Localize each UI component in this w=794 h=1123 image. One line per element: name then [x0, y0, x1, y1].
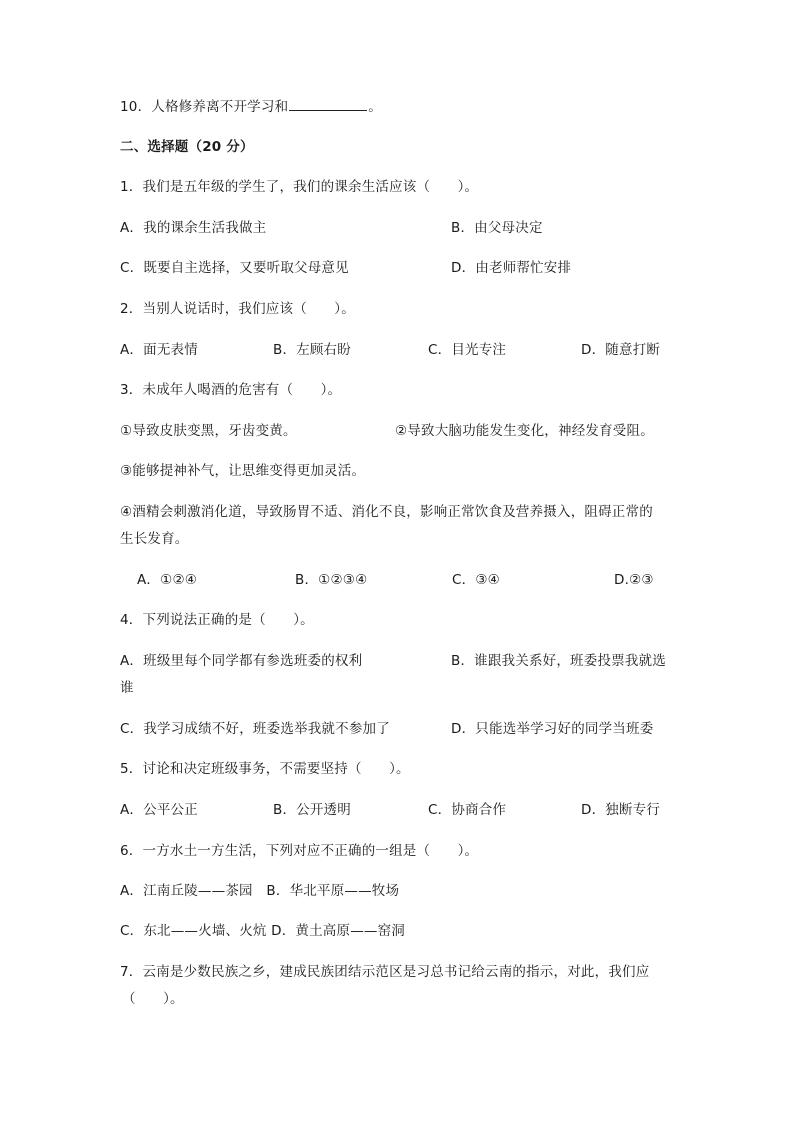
q6-options-ab[interactable]: A．江南丘陵——茶园 B．华北平原——牧场 [120, 883, 400, 899]
q5-option-a[interactable]: A．公平公正 [120, 802, 198, 818]
q3-statement-3: ③能够提神补气，让思维变得更加灵活。 [120, 463, 366, 479]
q1-option-b[interactable]: B．由父母决定 [451, 220, 543, 236]
q3-option-a[interactable]: A．①②④ [137, 572, 198, 588]
q5-option-d[interactable]: D．独断专行 [581, 802, 661, 818]
q6-options-cd[interactable]: C．东北——火墙、火炕 D．黄土高原——窑洞 [120, 923, 406, 939]
answer-blank[interactable] [289, 97, 367, 111]
question-7-stem-cont: （ ）。 [122, 991, 184, 1007]
q1-option-d[interactable]: D．由老师帮忙安排 [451, 260, 572, 276]
q4-option-d[interactable]: D．只能选举学习好的同学当班委 [451, 721, 654, 737]
question-10 [120, 97, 382, 116]
question-1-stem: 1．我们是五年级的学生了，我们的课余生活应该（ ）。 [120, 179, 479, 195]
q1-option-c[interactable]: C．既要自主选择，又要听取父母意见 [120, 260, 349, 276]
q4-option-c[interactable]: C．我学习成绩不好，班委选举我就不参加了 [120, 721, 390, 737]
q2-option-a[interactable]: A．面无表情 [120, 342, 198, 358]
q4-option-b[interactable]: B．谁跟我关系好，班委投票我就选 [451, 653, 666, 669]
q3-statement-1: ①导致皮肤变黑，牙齿变黄。 [120, 423, 297, 439]
question-7-stem: 7．云南是少数民族之乡，建成民族团结示范区是习总书记给云南的指示，对此，我们应 [120, 964, 650, 980]
question-2-stem: 2．当别人说话时，我们应该（ ）。 [120, 301, 355, 317]
question-10-suffix: 。 [368, 99, 382, 115]
q2-option-b[interactable]: B．左顾右盼 [273, 342, 351, 358]
question-10-text: 10．人格修养离不开学习和 [120, 99, 289, 115]
q3-option-c[interactable]: C．③④ [452, 572, 500, 588]
q5-option-c[interactable]: C．协商合作 [428, 802, 507, 818]
q4-option-b-cont: 谁 [120, 680, 134, 696]
question-4-stem: 4．下列说法正确的是（ ）。 [120, 612, 314, 628]
question-5-stem: 5．讨论和决定班级事务，不需要坚持（ ）。 [120, 761, 410, 777]
q3-statement-4: ④酒精会刺激消化道，导致肠胃不适、消化不良，影响正常饮食及营养摄入，阻碍正常的 [120, 504, 653, 520]
q3-option-b[interactable]: B．①②③④ [295, 572, 368, 588]
question-6-stem: 6．一方水土一方生活，下列对应不正确的一组是（ ）。 [120, 843, 479, 859]
q4-option-a[interactable]: A．班级里每个同学都有参选班委的权利 [120, 653, 363, 669]
question-3-stem: 3．未成年人喝酒的危害有（ ）。 [120, 382, 342, 398]
q3-statement-2: ②导致大脑功能发生变化，神经发育受阻。 [395, 423, 654, 439]
q1-option-a[interactable]: A．我的课余生活我做主 [120, 220, 267, 236]
q3-option-d[interactable]: D.②③ [614, 572, 654, 588]
q2-option-d[interactable]: D．随意打断 [581, 342, 661, 358]
q2-option-c[interactable]: C．目光专注 [428, 342, 507, 358]
section-title: 二、选择题（20 分） [120, 139, 254, 155]
q3-statement-4-cont: 生长发育。 [120, 531, 189, 547]
q5-option-b[interactable]: B．公开透明 [273, 802, 351, 818]
